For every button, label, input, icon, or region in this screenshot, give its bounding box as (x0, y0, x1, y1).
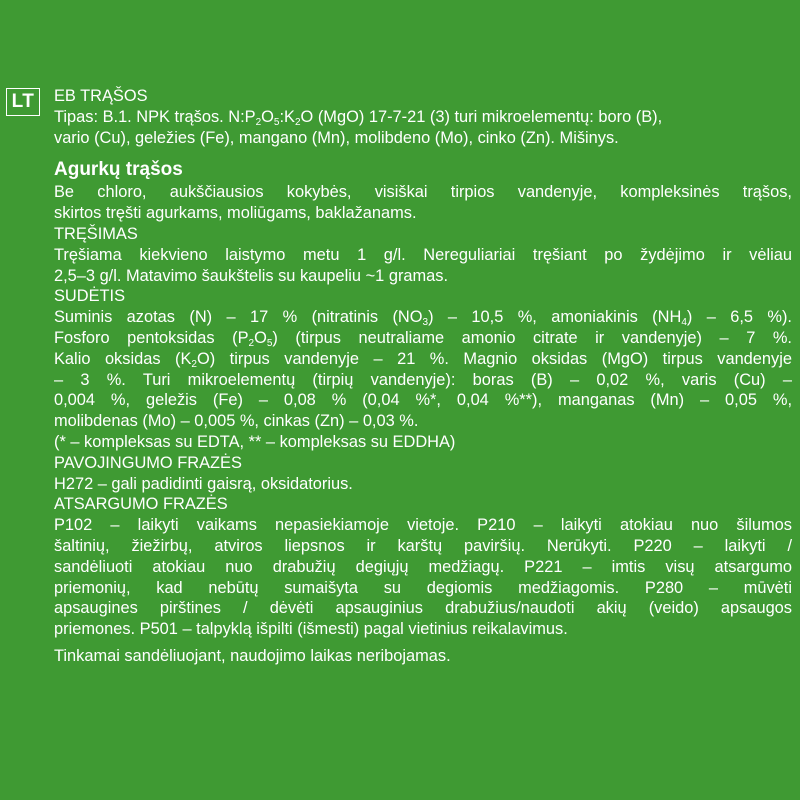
fertilizing-heading: TRĘŠIMAS (54, 224, 138, 243)
composition-line: Fosforo pentoksidas $(P_2O_5)$ (tirpus neutraliame amonio citrate ir vandenyje) – 7 %. (54, 328, 792, 349)
hazard-line: H272 – gali padidinti gaisrą, oksidatorius. (54, 474, 353, 493)
label-text (54, 86, 792, 667)
fertilizing-line: Tręšiama kiekvieno laistymo metu 1 g/l. Nereguliariai tręšiant po žydėjimo ir vėliau (54, 245, 792, 264)
precaution-heading: ATSARGUMO FRAZĖS (54, 495, 228, 514)
composition-line: Kalio oksidas $(K_2O)$ tirpus vandenyje – 21 %. Magnio oksidas (MgO) tirpus vandenyje (54, 349, 792, 370)
type-line-2: vario (Cu), geležies (Fe), mangano (Mn), molibdeno (Mo), cinko (Zn). Mišinys. (54, 128, 619, 147)
composition-heading: SUDĖTIS (54, 287, 126, 306)
description-line: skirtos tręšti agurkams, moliūgams, baklažanams. (54, 204, 417, 223)
precaution-line: sandėliuoti atokiau nuo drabužių degiųjų medžiagų. P221 – imtis visų atsargumo (54, 557, 792, 576)
precaution-line: priemonių, kad nebūtų sumaišyta su degiomis medžiagomis. P280 – mūvėti (54, 578, 792, 597)
language-badge: LT (6, 88, 40, 116)
product-title: Agurkų trąšos (54, 159, 183, 181)
fertilizing-line: 2,5–3 g/l. Matavimo šaukštelis su kaupeliu ~1 gramas. (54, 266, 449, 285)
type-line-1: Tipas: B.1. NPK trąšos. $N:P_2O_5:K_2O$ (MgO) 17-7-21 (3) turi mikroelementų: boro (B), (54, 107, 663, 128)
storage-note: Tinkamai sandėliuojant, naudojimo laikas neribojamas. (54, 646, 451, 665)
precaution-line: šaltinių, žiežirbų, atviros liepsnos ir karštų paviršių. Nerūkyti. P220 – laikyti / (54, 536, 792, 555)
section-title: EB TRĄŠOS (54, 87, 148, 105)
composition-line: Suminis azotas (N) – 17 % (nitratinis $(NO_3) - 10,5$ %, amoniakinis $(NH_4) - 6,5$ %). (54, 308, 792, 329)
description-line: Be chloro, aukščiausios kokybės, visiškai tirpios vandenyje, kompleksinės trąšos, (54, 183, 792, 202)
composition-line: – 3 %. Turi mikroelementų (tirpių vandenyje): boras (B) – 0,02 %, varis (Cu) – (54, 370, 792, 389)
composition-line: 0,004 %, geležis (Fe) – 0,08 % (0,04 %*, 0,04 %**), manganas (Mn) – 0,05 %, (54, 391, 792, 410)
precaution-line: P102 – laikyti vaikams nepasiekiamoje vietoje. P210 – laikyti atokiau nuo šilumos (54, 516, 792, 535)
composition-footnote: (* – kompleksas su EDTA, ** – kompleksas su EDDHA) (54, 432, 456, 451)
precaution-line: apsaugines pirštines / dėvėti apsauginius drabužius/naudoti akių (veido) apsaugos (54, 599, 792, 618)
hazard-heading: PAVOJINGUMO FRAZĖS (54, 453, 242, 472)
composition-line: molibdenas (Mo) – 0,005 %, cinkas (Zn) – 0,03 %. (54, 412, 419, 431)
precaution-line: priemones. P501 – talpyklą išpilti (išmesti) pagal vietinius reikalavimus. (54, 620, 568, 639)
